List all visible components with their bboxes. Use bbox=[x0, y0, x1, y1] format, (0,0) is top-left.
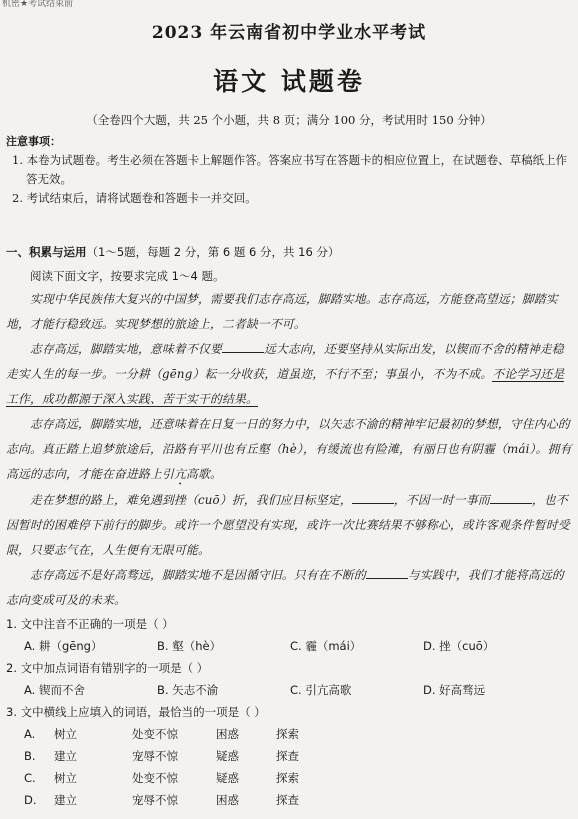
section-rule: （1～5题，每题 2 分，第 6 题 6 分，共 16 分） bbox=[86, 245, 340, 259]
option-c[interactable]: C. 霾（mái） bbox=[290, 639, 362, 653]
question-3-option-c[interactable] bbox=[6, 767, 572, 789]
option-word: 困惑 bbox=[216, 793, 239, 807]
option-word: 建立 bbox=[54, 749, 77, 763]
option-label: D. bbox=[24, 793, 37, 807]
fill-blank-3[interactable] bbox=[490, 491, 532, 504]
option-word: 探索 bbox=[276, 727, 299, 741]
option-word: 树立 bbox=[54, 771, 77, 785]
option-word: 探索 bbox=[276, 771, 299, 785]
option-label: B. bbox=[24, 749, 36, 763]
passage-text: 志存高远，脚踏实地，意味着不仅要 bbox=[30, 342, 222, 356]
option-word: 疑惑 bbox=[216, 749, 239, 763]
passage-paragraph-3 bbox=[6, 412, 572, 488]
option-a[interactable]: A. 锲而不舍 bbox=[24, 683, 85, 697]
passage-text: 走在梦想的路上，难免遇到挫（cuō）折，我们应目标坚定， bbox=[30, 493, 352, 507]
option-d[interactable]: D. 挫（cuō） bbox=[423, 639, 495, 653]
option-d[interactable]: D. 好高骛远 bbox=[423, 683, 486, 697]
option-b[interactable]: B. 壑（hè） bbox=[157, 639, 222, 653]
notes-block bbox=[6, 132, 572, 208]
fill-blank-1[interactable] bbox=[222, 340, 264, 353]
dotted-char: 亢 bbox=[173, 467, 186, 481]
option-word: 树立 bbox=[54, 727, 77, 741]
passage-text: 远大志向，还要坚持从实际出发，以锲而不舍的精神走稳走实人生的每一步。一分耕（gēng）耘一分收获，道虽迩，不行不至；事虽小，不为不成。 bbox=[6, 342, 564, 381]
question-3-option-b[interactable] bbox=[6, 745, 572, 767]
passage-text: 志存高远不是好高骛远，脚踏实地不是因循守旧。只有在不断的 bbox=[30, 568, 366, 582]
fill-blank-2[interactable] bbox=[352, 491, 394, 504]
passage-paragraph-1: 实现中华民族伟大复兴的中国梦，需要我们志存高远，脚踏实地。志存高远，方能登高望远；脚踏实地，才能行稳致远。实现梦想的旅途上，二者缺一不可。 bbox=[6, 292, 558, 331]
option-word: 宠辱不惊 bbox=[132, 749, 178, 763]
question-2: 2. 文中加点词语有错别字的一项是（ ） bbox=[6, 661, 209, 675]
passage-text: ，也不因暂时的困难停下前行的脚步。或许一个愿望没有实现，或许一次比赛结果不够称心，或许客观条件暂时受限，只要志气在，人生便有无限可能。 bbox=[6, 493, 570, 557]
question-3-option-a[interactable] bbox=[6, 723, 572, 745]
section-heading bbox=[6, 240, 572, 265]
option-label: A. bbox=[24, 727, 36, 741]
option-word: 探查 bbox=[276, 793, 299, 807]
question-3-option-d[interactable] bbox=[6, 789, 572, 811]
question-1: 1. 文中注音不正确的一项是（ ） bbox=[6, 617, 174, 631]
notes-item: 2. 考试结束后，请将试题卷和答题卡一并交回。 bbox=[12, 191, 257, 205]
section-title: 一、积累与运用 bbox=[6, 245, 87, 259]
question-2-options bbox=[6, 679, 572, 701]
instruction: 阅读下面文字，按要求完成 1～4 题。 bbox=[30, 269, 225, 283]
passage-text: 高歌。 bbox=[185, 467, 222, 481]
confidential-mark: 机密★考试结束前 bbox=[2, 0, 74, 9]
section-1 bbox=[6, 240, 572, 811]
underlined-sentence: 不论学习还是工作，成功都源于深入实践、苦干实干的结果。 bbox=[6, 367, 565, 406]
option-c[interactable]: C. 引亢高歌 bbox=[290, 683, 352, 697]
passage-text: ，不因一时一事而 bbox=[393, 493, 490, 507]
notes-item: 1. 本卷为试题卷。考生必须在答题卡上解题作答。答案应书写在答题卡的相应位置上，在试题卷、草稿纸上作答无效。 bbox=[12, 153, 568, 186]
option-word: 处变不惊 bbox=[132, 771, 178, 785]
option-word: 建立 bbox=[54, 793, 77, 807]
option-word: 困惑 bbox=[216, 727, 239, 741]
option-word: 宠辱不惊 bbox=[132, 793, 178, 807]
passage-paragraph-2 bbox=[6, 337, 572, 412]
passage-paragraph-5 bbox=[6, 563, 572, 613]
paper-title: 语文 试题卷 bbox=[213, 67, 365, 96]
option-label: C. bbox=[24, 771, 36, 785]
passage-paragraph-4 bbox=[6, 488, 572, 563]
exam-info: （全卷四个大题，共 25 个小题，共 8 页；满分 100 分，考试用时 150 分钟） bbox=[86, 113, 492, 127]
option-b[interactable]: B. 矢志不渝 bbox=[157, 683, 219, 697]
option-a[interactable]: A. 耕（gēng） bbox=[24, 639, 103, 653]
question-1-options bbox=[6, 635, 572, 657]
notes-heading: 注意事项： bbox=[6, 135, 61, 148]
exam-title: 2023 年云南省初中学业水平考试 bbox=[151, 23, 427, 43]
passage-text: 志存高远，脚踏实地，还意味着在日复一日的努力中，以矢志不渝的精神牢记最初的梦想，守住内心的志向。真正踏上追梦旅途后，沿路有平川也有丘壑（hè），有缓流也有险滩，有丽日也有阴霾（mái）。拥有高远的志向，才能在奋进路上引 bbox=[6, 417, 572, 481]
option-word: 疑惑 bbox=[216, 771, 239, 785]
fill-blank-4[interactable] bbox=[366, 566, 408, 579]
option-word: 处变不惊 bbox=[132, 727, 178, 741]
question-3: 3. 文中横线上应填入的词语，最恰当的一项是（ ） bbox=[6, 705, 266, 719]
passage-text: 与实践中，我们才能将高远的志向变成可及的未来。 bbox=[6, 568, 564, 607]
option-word: 探查 bbox=[276, 749, 299, 763]
